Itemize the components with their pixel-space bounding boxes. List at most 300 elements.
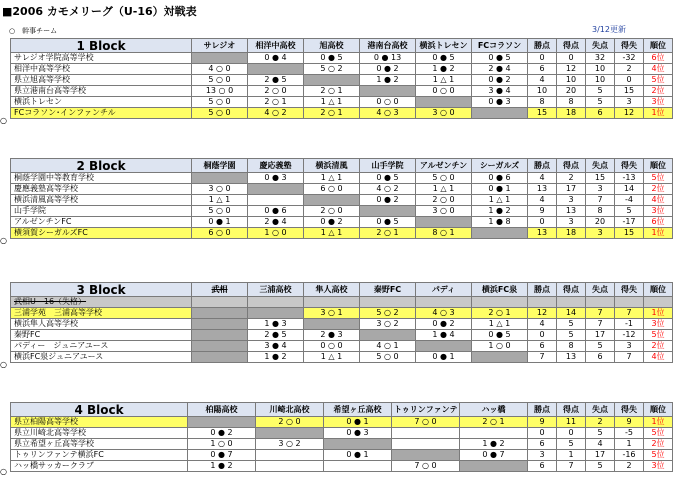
team-stat: 10 [586,75,615,86]
match-result: 4 ○ 3 [416,308,472,319]
team-stat: 11 [557,417,586,428]
match-result [360,330,416,341]
stat-header: 勝点 [528,403,557,417]
stat-header: 得点 [557,159,586,173]
team-stat: -32 [615,53,644,64]
table-row [11,439,673,450]
team-stat: 6 [528,439,557,450]
match-result: 4 ○ 3 [360,108,416,119]
match-result [360,297,416,308]
team-stat: 4 [528,319,557,330]
team-stat: 17 [586,330,615,341]
block-header-row [11,283,673,297]
match-result: 1 ○ 0 [188,439,256,450]
team-stat: 32 [586,53,615,64]
opponent-header: FCコラソン [472,39,528,53]
match-result: 2 ● 3 [304,330,360,341]
opponent-header: 川崎北高校 [256,403,324,417]
organizer-marker: ○ [0,116,7,125]
opponent-header: 秦野FC [360,283,416,297]
page-title: ■2006 カモメリーグ（U-16）対戦表 [2,5,197,18]
team-name: 横浜隼人高等学校 [11,319,192,330]
match-result: 6 ○ 0 [304,184,360,195]
opponent-header: 横浜FC泉 [472,283,528,297]
match-result [472,352,528,363]
team-name: アルゼンチンFC [11,217,192,228]
team-stat [644,297,673,308]
stat-header: 勝点 [528,39,557,53]
team-stat: -1 [615,319,644,330]
team-name: 県立柏陽高等学校 [11,417,188,428]
team-stat: 8 [557,97,586,108]
stat-header: 失点 [586,283,615,297]
match-result [248,308,304,319]
match-result: 0 ● 5 [472,53,528,64]
team-stat: 2位 [644,341,673,352]
match-result: 2 ● 5 [248,75,304,86]
match-result: 1 ● 2 [188,461,256,472]
stat-header: 順位 [644,39,673,53]
team-name: 横須賀シーガルズFC [11,228,192,239]
match-result: 0 ○ 0 [360,97,416,108]
opponent-header: 桐蔭学園 [192,159,248,173]
match-result: 1 △ 1 [472,195,528,206]
team-stat: 7 [586,308,615,319]
match-result [472,108,528,119]
team-stat: 1位 [644,308,673,319]
table-row [11,341,673,352]
team-name: 県立川崎北高等学校 [11,428,188,439]
team-stat: 14 [615,184,644,195]
match-result [192,352,248,363]
match-result: 3 ○ 0 [192,184,248,195]
opponent-header: 隼人高校 [304,283,360,297]
team-stat: 1 [615,439,644,450]
team-stat: 5位 [644,330,673,341]
team-stat: 15 [615,86,644,97]
team-name: 秦野FC [11,330,192,341]
team-stat: 8 [528,97,557,108]
match-result [416,97,472,108]
stat-header: 順位 [644,159,673,173]
team-stat [586,297,615,308]
team-stat: 20 [586,217,615,228]
block-header-row [11,403,673,417]
match-result: 1 △ 1 [416,184,472,195]
team-stat [557,297,586,308]
team-stat: 4 [528,75,557,86]
match-result [304,319,360,330]
opponent-header: 山手学院 [360,159,416,173]
team-stat: 3 [615,97,644,108]
team-stat: 13 [528,228,557,239]
team-stat: 2 [615,64,644,75]
match-result: 4 ○ 0 [192,64,248,75]
match-result: 0 ● 6 [472,173,528,184]
match-result: 3 ○ 1 [304,308,360,319]
opponent-header: トゥリンファンテ [392,403,460,417]
opponent-header: 港南台高校 [360,39,416,53]
team-name: 山手学院 [11,206,192,217]
match-result [192,173,248,184]
match-result: 5 ○ 2 [360,308,416,319]
team-stat: 6 [528,461,557,472]
match-result: 5 ○ 0 [192,75,248,86]
stat-header: 得点 [557,39,586,53]
team-stat: 0 [528,330,557,341]
match-result: 1 ● 2 [460,439,528,450]
team-stat [528,297,557,308]
team-name: 桐蔭学園中等教育学校 [11,173,192,184]
team-name: ハッ橋サッカークラブ [11,461,188,472]
table-row [11,461,673,472]
match-result [324,439,392,450]
match-result: 2 ● 4 [472,64,528,75]
match-result [392,450,460,461]
match-result: 1 ● 4 [416,330,472,341]
team-stat: 3位 [644,97,673,108]
team-stat: 6位 [644,53,673,64]
team-stat: 4 [586,439,615,450]
match-result: 0 ● 5 [416,53,472,64]
block-title: 2 Block [11,159,192,173]
team-stat: 5 [586,97,615,108]
stat-header: 勝点 [528,159,557,173]
match-result: 0 ● 2 [304,217,360,228]
team-stat: 14 [557,308,586,319]
stat-header: 順位 [644,283,673,297]
table-row [11,75,673,86]
match-result: 2 ○ 1 [360,228,416,239]
stat-header: 勝点 [528,283,557,297]
match-result: 2 ○ 0 [256,417,324,428]
stat-header: 得点 [557,283,586,297]
team-stat: 12 [557,64,586,75]
team-stat: 5 [586,86,615,97]
match-result: 1 ● 2 [472,206,528,217]
table-row [11,217,673,228]
block-title: 4 Block [11,403,188,417]
team-stat [615,297,644,308]
team-stat: 9 [615,417,644,428]
match-result: 2 ○ 1 [248,97,304,108]
match-result [360,86,416,97]
team-stat: 3 [586,228,615,239]
table-row [11,64,673,75]
stat-header: 得失 [615,39,644,53]
match-result: 1 ● 2 [416,64,472,75]
match-result: 1 △ 1 [192,195,248,206]
team-name: 県立希望ヶ丘高等学校 [11,439,188,450]
team-stat: 13 [557,206,586,217]
match-result [460,461,528,472]
team-stat: 10 [586,64,615,75]
team-stat: 0 [528,217,557,228]
team-stat: 6 [528,341,557,352]
team-stat: -13 [615,173,644,184]
team-stat: 4位 [644,352,673,363]
team-name: 県立旭高等学校 [11,75,192,86]
team-name: サレジオ学院高等学校 [11,53,192,64]
stat-header: 得点 [557,403,586,417]
team-name: 横浜FC泉ジュニアユース [11,352,192,363]
table-row [11,228,673,239]
table-row [11,450,673,461]
table-row [11,195,673,206]
team-stat: 8 [557,341,586,352]
match-result [192,308,248,319]
match-result [256,450,324,461]
opponent-header: パディ [416,283,472,297]
opponent-header: 慶応義塾 [248,159,304,173]
match-result [416,297,472,308]
team-stat: 7 [586,195,615,206]
match-result: 0 ● 1 [324,450,392,461]
table-row [11,428,673,439]
match-result: 7 ○ 0 [392,461,460,472]
match-result [304,297,360,308]
stat-header: 順位 [644,403,673,417]
block-header-row [11,39,673,53]
team-stat: 3 [557,217,586,228]
team-stat: 5 [586,341,615,352]
match-result [188,417,256,428]
match-result: 4 ○ 2 [248,108,304,119]
team-stat: 5位 [644,450,673,461]
match-result [392,439,460,450]
table-row [11,97,673,108]
match-result: 2 ● 5 [248,330,304,341]
match-result: 0 ● 6 [248,206,304,217]
match-result [248,64,304,75]
team-stat: 2 [586,417,615,428]
stat-header: 得失 [615,283,644,297]
team-stat: 8 [586,206,615,217]
team-stat: 3 [586,184,615,195]
match-result: 5 ○ 0 [192,108,248,119]
match-result: 0 ● 3 [324,428,392,439]
team-name: トゥリンファンテ横浜FC [11,450,188,461]
match-result: 0 ● 5 [304,53,360,64]
match-result: 0 ● 4 [248,53,304,64]
match-result: 0 ● 3 [472,97,528,108]
organizer-marker: ○ [0,236,7,245]
block-table-3 [10,282,673,363]
match-result: 3 ● 4 [472,86,528,97]
match-result: 2 ○ 0 [248,86,304,97]
team-stat: 4 [528,195,557,206]
block-header-row [11,159,673,173]
match-result: 1 △ 1 [472,319,528,330]
block-title: 1 Block [11,39,192,53]
team-stat: 1 [557,450,586,461]
table-row [11,86,673,97]
match-result: 2 ● 4 [248,217,304,228]
team-stat: 12 [615,108,644,119]
match-result: 3 ● 4 [248,341,304,352]
match-result: 3 ○ 0 [416,206,472,217]
match-result [192,330,248,341]
match-result: 0 ● 3 [248,173,304,184]
team-stat: 5 [615,206,644,217]
match-result: 5 ○ 0 [192,206,248,217]
team-stat: 18 [557,108,586,119]
team-stat: 2 [557,173,586,184]
match-result [304,195,360,206]
team-stat: 15 [528,108,557,119]
team-stat: 3位 [644,319,673,330]
match-result: 0 ● 2 [188,428,256,439]
block-table-2 [10,158,673,239]
match-result [192,341,248,352]
team-name: 横浜トレセン [11,97,192,108]
team-stat: 12 [528,308,557,319]
team-stat: 13 [528,184,557,195]
team-stat: 3位 [644,461,673,472]
table-row [11,206,673,217]
team-stat: 20 [557,86,586,97]
match-result: 1 ● 2 [248,352,304,363]
team-stat: -17 [615,217,644,228]
opponent-header: 武相 [192,283,248,297]
match-result: 2 ○ 1 [304,108,360,119]
team-stat: 9 [528,417,557,428]
match-result: 1 ● 2 [360,75,416,86]
team-stat: 10 [528,86,557,97]
team-stat: 1位 [644,108,673,119]
match-result: 1 △ 1 [304,97,360,108]
match-result: 1 ○ 0 [248,228,304,239]
match-result: 5 ○ 0 [192,97,248,108]
match-result: 0 ● 5 [360,173,416,184]
opponent-header: 三浦高校 [248,283,304,297]
match-result: 13 ○ 0 [192,86,248,97]
team-stat: 9 [528,206,557,217]
match-result: 5 ○ 0 [360,352,416,363]
team-stat: 6 [586,108,615,119]
team-stat: 5位 [644,75,673,86]
match-result [416,217,472,228]
team-stat: 7 [586,319,615,330]
team-stat: 10 [557,75,586,86]
team-stat: 0 [557,428,586,439]
table-row [11,173,673,184]
match-result: 4 ○ 2 [360,184,416,195]
match-result: 0 ● 2 [416,319,472,330]
opponent-header: アルゼンチン [416,159,472,173]
stat-header: 得失 [615,159,644,173]
team-stat: 13 [557,352,586,363]
match-result [192,53,248,64]
match-result: 2 ○ 0 [416,195,472,206]
opponent-header: ハッ橋 [460,403,528,417]
team-stat: 2 [615,461,644,472]
team-stat: 6 [528,64,557,75]
team-stat: 5 [586,461,615,472]
team-stat: 4位 [644,64,673,75]
team-stat: 18 [557,228,586,239]
match-result: 0 ● 13 [360,53,416,64]
team-stat: 3 [557,195,586,206]
match-result [192,319,248,330]
match-result: 3 ○ 2 [360,319,416,330]
match-result: 1 △ 1 [304,173,360,184]
match-result: 1 ○ 0 [472,341,528,352]
legend-organizer-team: ○ 幹事チーム [9,27,58,35]
team-name: 慶應義塾高等学校 [11,184,192,195]
team-stat: 1位 [644,417,673,428]
stat-header: 失点 [586,159,615,173]
team-stat: -4 [615,195,644,206]
team-stat: -12 [615,330,644,341]
team-stat: 7 [557,461,586,472]
match-result: 0 ● 1 [472,184,528,195]
team-stat: 15 [615,228,644,239]
stat-header: 失点 [586,403,615,417]
match-result: 2 ○ 1 [472,308,528,319]
team-stat: 4 [528,173,557,184]
match-result: 1 △ 1 [304,352,360,363]
match-result [324,461,392,472]
match-result [248,195,304,206]
opponent-header: 横浜清風 [304,159,360,173]
match-result [472,228,528,239]
organizer-marker: ○ [0,467,7,477]
opponent-header: シーガルズ [472,159,528,173]
block-title: 3 Block [11,283,192,297]
opponent-header: 相洋中高校 [248,39,304,53]
match-result: 0 ● 1 [192,217,248,228]
match-result: 3 ○ 0 [416,108,472,119]
match-result [256,461,324,472]
team-stat: 0 [528,53,557,64]
match-result [248,297,304,308]
organizer-marker: ○ [0,360,7,369]
opponent-header: サレジオ [192,39,248,53]
match-result: 0 ● 1 [324,417,392,428]
table-row [11,297,673,308]
match-result: 2 ○ 0 [304,206,360,217]
table-row [11,184,673,195]
team-stat: 2位 [644,184,673,195]
match-result [192,297,248,308]
table-row [11,53,673,64]
match-result: 1 ● 8 [472,217,528,228]
match-result [392,428,460,439]
team-stat: 3 [528,450,557,461]
team-stat: 5 [557,319,586,330]
team-stat: 5 [557,330,586,341]
opponent-header: 旭高校 [304,39,360,53]
match-result [416,341,472,352]
opponent-header: 希望ヶ丘高校 [324,403,392,417]
team-stat: 1位 [644,228,673,239]
table-row [11,108,673,119]
match-result: 7 ○ 0 [392,417,460,428]
team-name: 県立港南台高等学校 [11,86,192,97]
match-result: 0 ● 5 [472,330,528,341]
match-result: 0 ● 2 [360,195,416,206]
team-stat: 7 [615,352,644,363]
match-result: 5 ○ 0 [416,173,472,184]
match-result: 5 ○ 2 [304,64,360,75]
match-result: 8 ○ 1 [416,228,472,239]
team-stat: 0 [615,75,644,86]
match-result: 3 ○ 2 [256,439,324,450]
match-result: 0 ○ 0 [416,86,472,97]
match-result: 4 ○ 1 [360,341,416,352]
team-stat: 2位 [644,439,673,450]
